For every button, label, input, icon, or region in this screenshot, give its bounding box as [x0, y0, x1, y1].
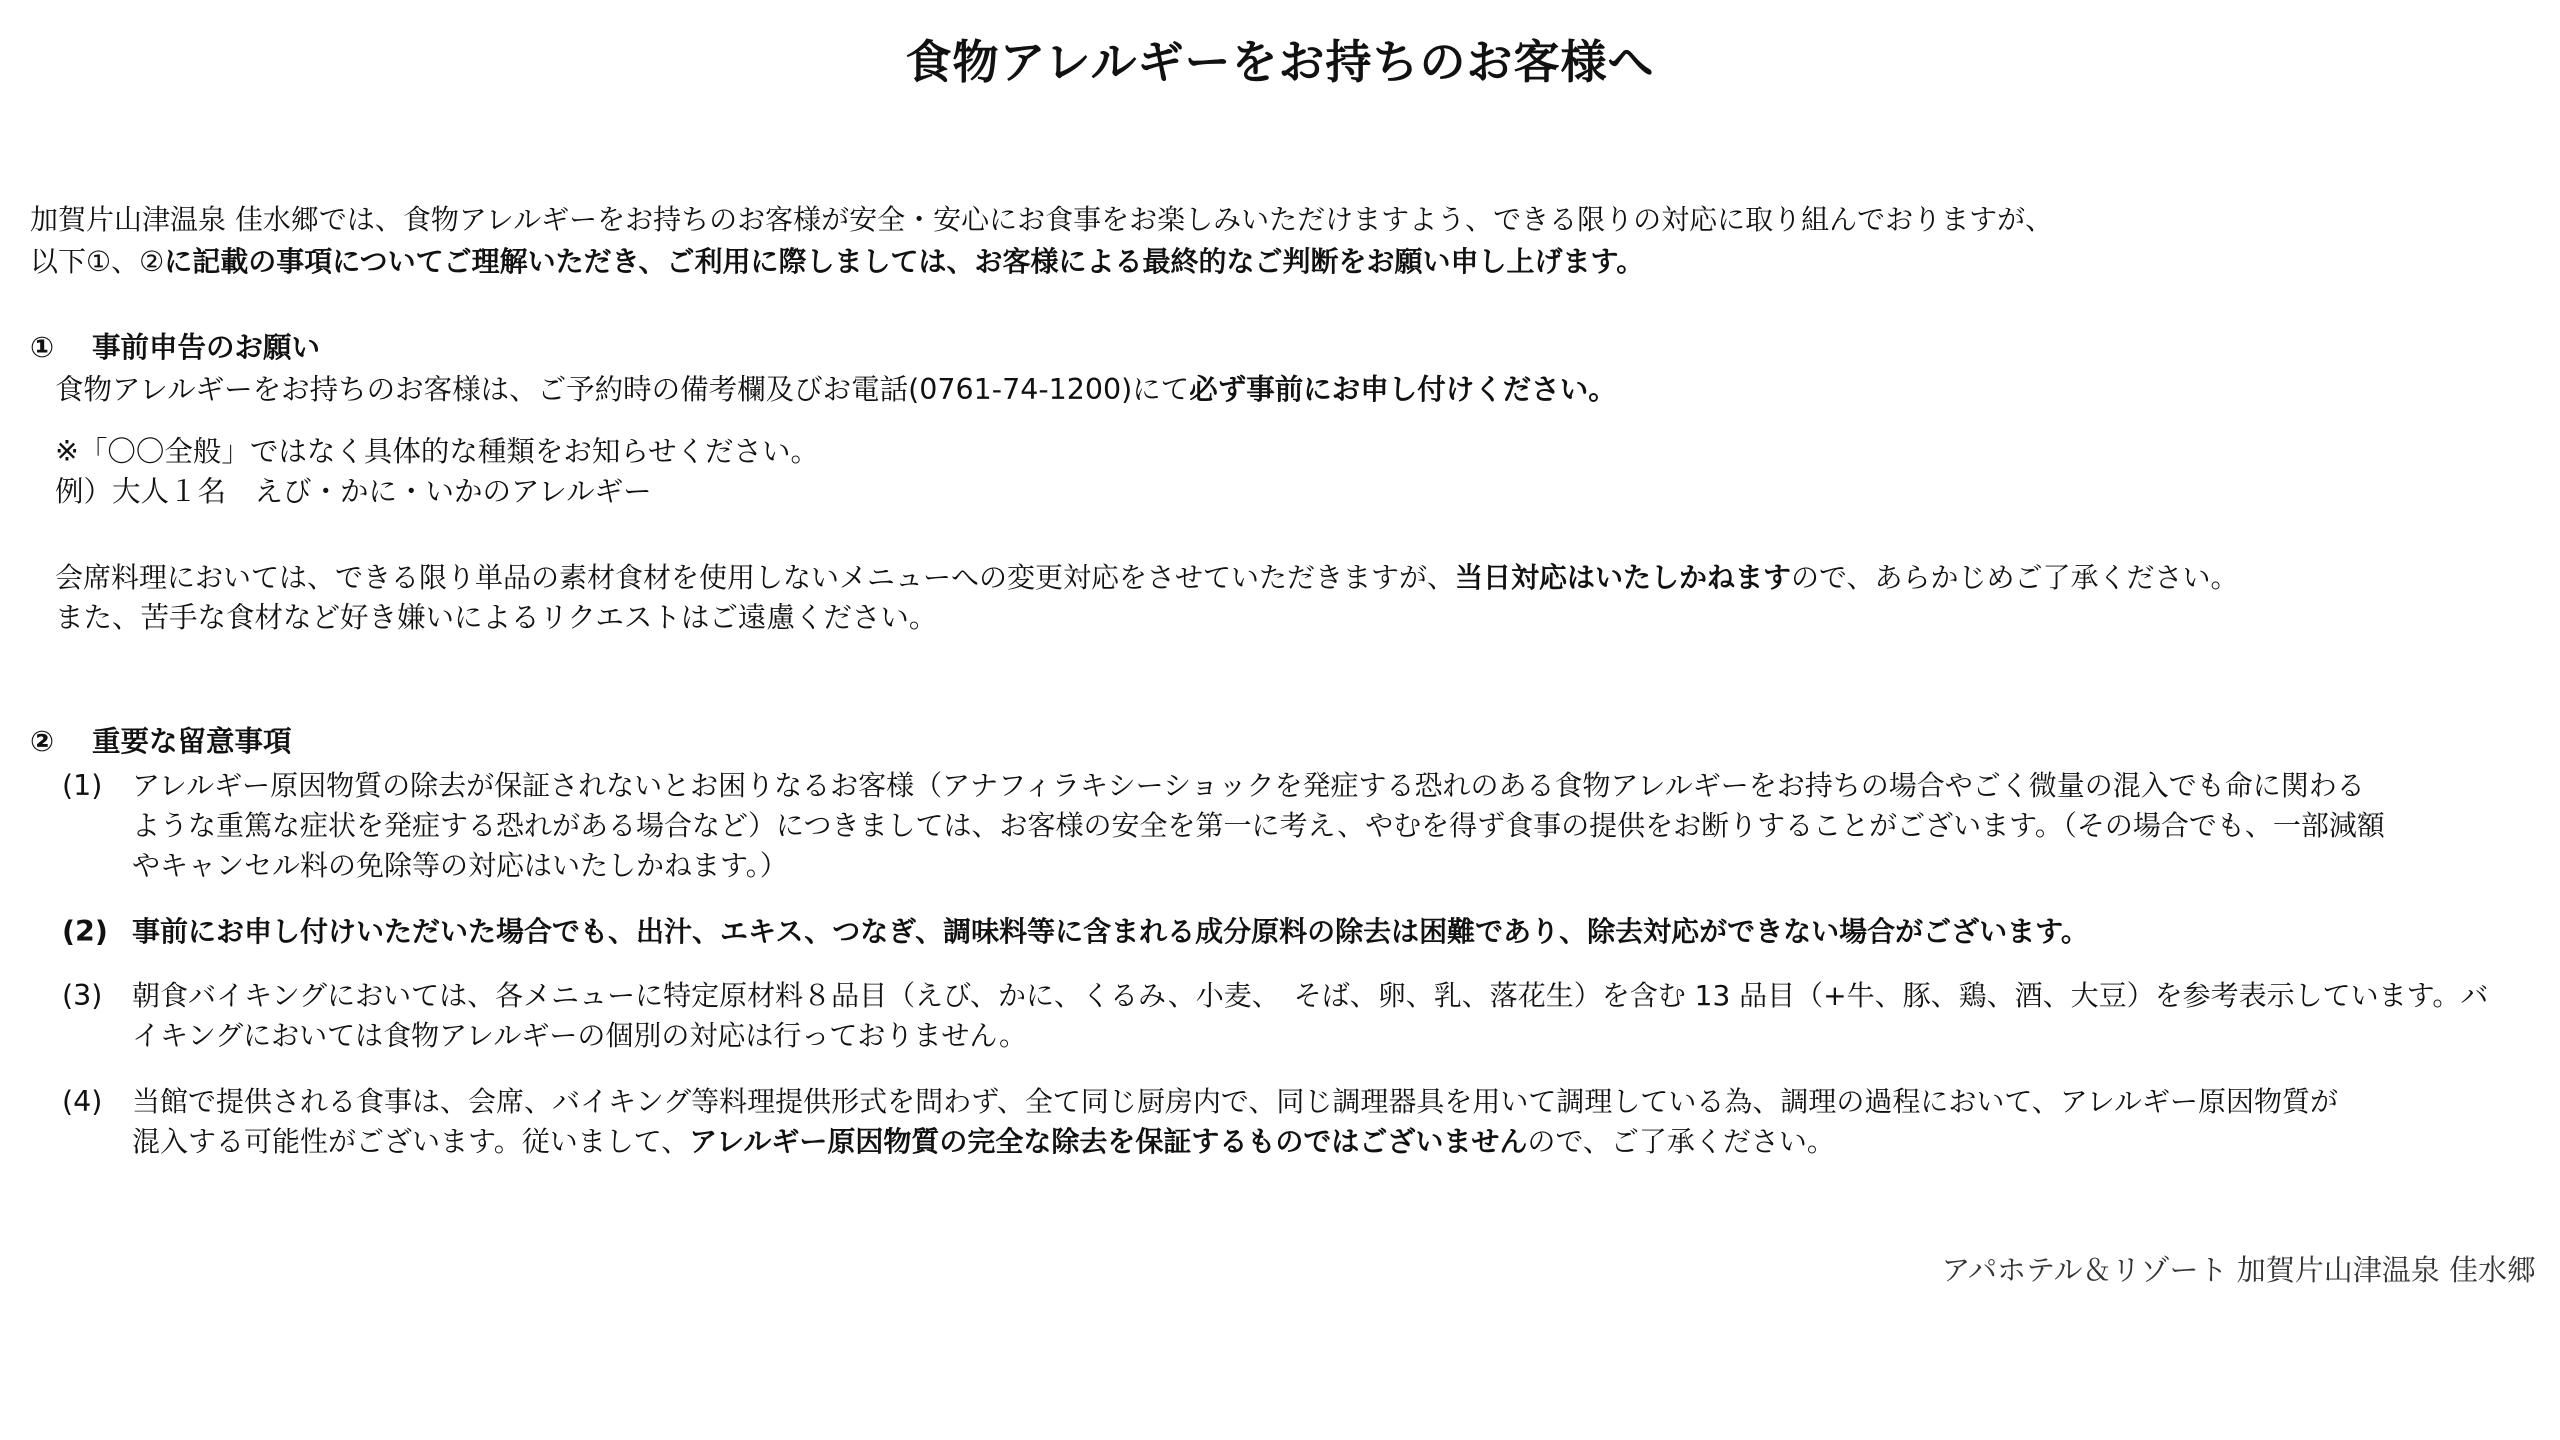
intro-line-2 [30, 242, 1644, 282]
hotel-signature: アパホテル＆リゾート 加賀片山津温泉 佳水郷 [1941, 1253, 2536, 1287]
section2-item-3-line-2: イキングにおいては食物アレルギーの個別の対応は行っておりません。 [132, 1019, 1028, 1052]
section2-item-3-number: (3) [62, 979, 103, 1012]
section1-number: ① [30, 331, 55, 364]
page-title: 食物アレルギーをお持ちのお客様へ [905, 35, 1655, 89]
section2-item-4-line-1: 当館で提供される食事は、会席、バイキング等料理提供形式を問わず、全て同じ厨房内で、同じ調理器具を用いて調理している為、調理の過程において、アレルギー原因物質が [132, 1085, 2338, 1118]
section1-paragraph-line-2: また、苦手な食材など好き嫌いによるリクエストはご遠慮ください。 [55, 601, 938, 634]
section1-paragraph-line-1-end: ので、あらかじめご了承ください。 [1791, 561, 2239, 594]
section1-heading: 事前申告のお願い [92, 331, 321, 364]
section2-item-1-number: (1) [62, 769, 103, 802]
section2-item-4-line-2-text: 混入する可能性がございます。従いまして、 [132, 1125, 690, 1158]
section2-item-2-number: (2) [62, 915, 108, 948]
section2-item-4-line-2-bold: アレルギー原因物質の完全な除去を保証するものではございません [689, 1125, 1528, 1158]
intro-line-2-prefix: 以下①、② [30, 245, 165, 278]
section1-note-1: ※「〇〇全般」ではなく具体的な種類をお知らせください。 [55, 435, 820, 468]
section1-note-2: 例）大人１名 えび・かに・いかのアレルギー [55, 475, 652, 508]
section2-item-3-line-1: 朝食バイキングにおいては、各メニューに特定原材料８品目（えび、かに、くるみ、小麦、 そば、卵、乳、落花生）を含む 13 品目（+牛、豚、鶏、酒、大豆）を参考表示しています。バ [132, 979, 2489, 1012]
section1-line-1 [55, 370, 1617, 410]
intro-line-1: 加賀片山津温泉 佳水郷では、食物アレルギーをお持ちのお客様が安全・安心にお食事をお楽しみいただけますよう、できる限りの対応に取り組んでおりますが、 [30, 203, 2054, 236]
section1-paragraph-line-1-text: 会席料理においては、できる限り単品の素材食材を使用しないメニューへの変更対応をさせていただきますが、 [55, 561, 1456, 594]
section2-heading: 重要な留意事項 [92, 725, 292, 758]
section2-item-4-line-2-end: ので、ご了承ください。 [1527, 1125, 1835, 1158]
section2-item-4-line-2 [132, 1122, 1835, 1162]
section1-line-1-bold: 必ず事前にお申し付けください。 [1189, 373, 1617, 406]
section2-number: ② [30, 725, 55, 758]
section2-item-2-line-1: 事前にお申し付けいただいた場合でも、出汁、エキス、つなぎ、調味料等に含まれる成分原料の除去は困難であり、除去対応ができない場合がございます。 [132, 915, 2089, 948]
intro-line-2-bold: に記載の事項についてご理解いただき、ご利用に際しましては、お客様による最終的なご判断をお願い申し上げます。 [164, 245, 1645, 278]
section2-item-4-number: (4) [62, 1085, 103, 1118]
section1-paragraph-line-1-bold: 当日対応はいたしかねます [1455, 561, 1792, 594]
section2-item-1-line-1: アレルギー原因物質の除去が保証されないとお困りなるお客様（アナフィラキシーショックを発症する恐れのある食物アレルギーをお持ちの場合やごく微量の混入でも命に関わる [132, 769, 2365, 802]
section2-item-1-line-3: やキャンセル料の免除等の対応はいたしかねます。） [132, 849, 788, 882]
section1-paragraph-line-1 [55, 558, 2238, 598]
section1-line-1-text: 食物アレルギーをお持ちのお客様は、ご予約時の備考欄及びお電話(0761-74-1200)にて [55, 373, 1190, 406]
section2-item-1-line-2: ような重篤な症状を発症する恐れがある場合など）につきましては、お客様の安全を第一に考え、やむを得ず食事の提供をお断りすることがございます。（その場合でも、一部減額 [132, 809, 2385, 842]
